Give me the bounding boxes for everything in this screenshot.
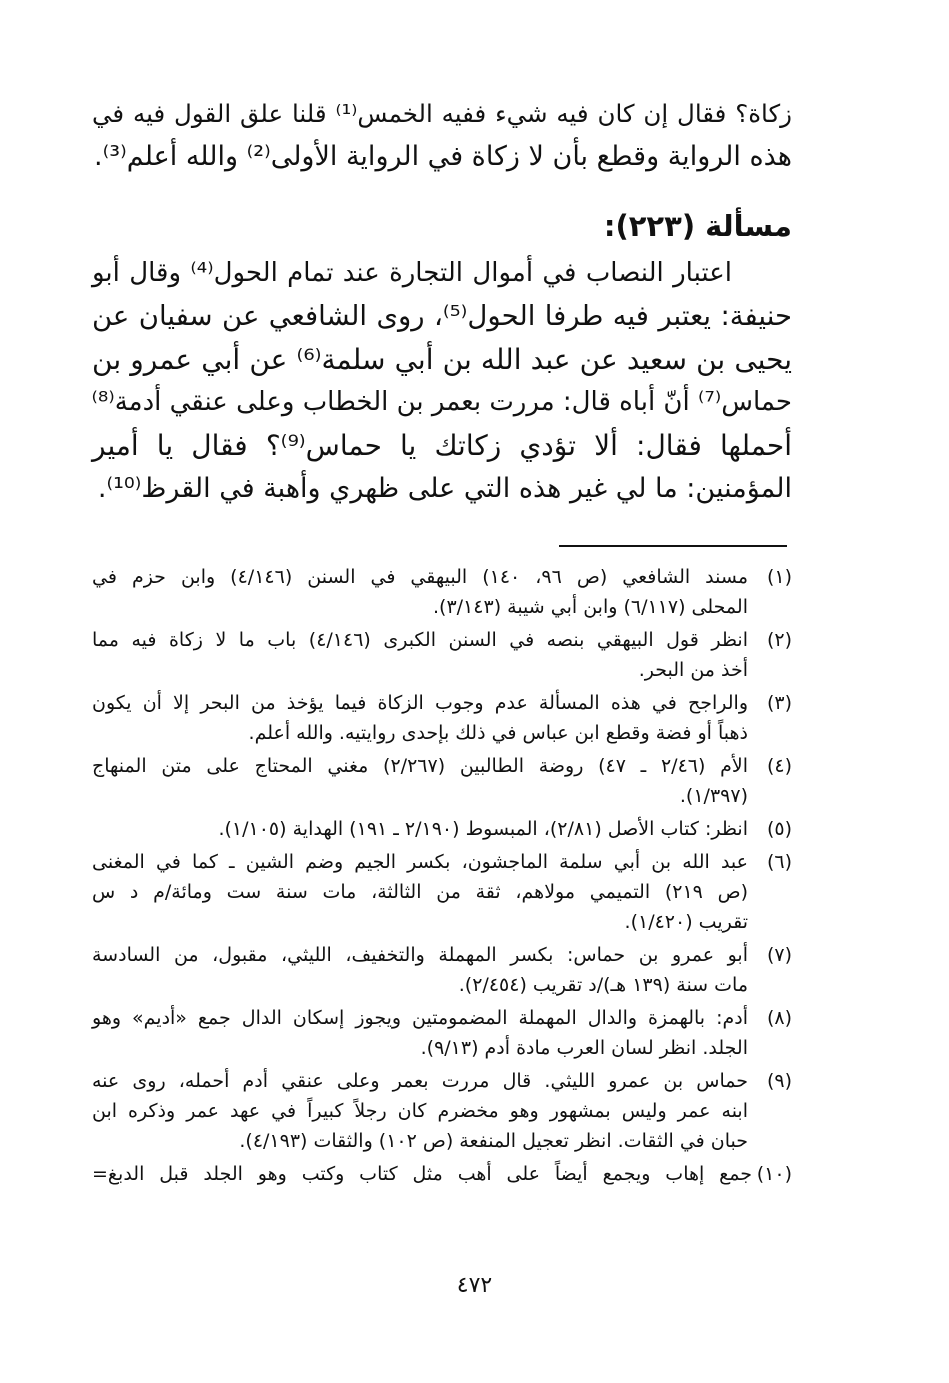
footnote-number: (٤) [766, 755, 792, 777]
footnote-number: (٧) [766, 944, 792, 966]
main-line: حماس⁽⁷⁾ أنّ أباه قال: مررت بعمر بن الخطاب وعلى عنقي أدمة⁽⁸⁾ [91, 387, 792, 417]
footnote-line: حماس بن عمرو الليثي. قال مررت بعمر وعلى عنقي أدم أحمله، روى عنه [92, 1070, 748, 1092]
footnote-2 [92, 625, 792, 685]
footnote-number: (٩) [766, 1070, 792, 1092]
footnote-3 [92, 688, 792, 748]
main-line: أحملها فقال: ألا تؤدي زكاتك يا حماس⁽⁹⁾؟ فقال يا أمير [92, 429, 792, 462]
footnote-line: مات سنة (١٣٩ هـ)/د تقريب (٢/٤٥٤). [458, 974, 748, 996]
footnote-line: المحلى (٦/١١٧) وابن أبي شيبة (٣/١٤٣). [433, 596, 748, 618]
footnote-number: (٦) [766, 851, 792, 873]
footnote-number: (٣) [766, 692, 792, 714]
footnote-line: انظر: كتاب الأصل (٢/٨١)، المبسوط (٢/١٩٠ ـ ١٩١) الهداية (١/١٠٥). [218, 818, 748, 840]
footnote-line: مسند الشافعي (ص ٩٦، ١٤٠) البيهقي في السنن (٤/١٤٦) وابن حزم في [92, 566, 748, 588]
footnote-line: الجلد. انظر لسان العرب مادة أدم (٩/١٣). [420, 1037, 748, 1059]
footnote-line: ابنه عمر وليس بمشهور وهو مخضرم كان رجلاً كبيراً في عهد عمر وذكره ابن [92, 1100, 748, 1122]
main-line: اعتبار النصاب في أموال التجارة عند تمام الحول⁽⁴⁾ وقال أبو [92, 258, 732, 288]
footnote-number: (٥) [766, 818, 792, 840]
footnote-4 [92, 751, 792, 811]
main-line: حنيفة: يعتبر فيه طرفا الحول⁽⁵⁾، روى الشافعي عن سفيان عن [92, 300, 792, 332]
footnote-line: جمع إهاب ويجمع أيضاً على أهب مثل كتاب وكتب وهو الجلد قبل الدبغ= [92, 1163, 752, 1185]
footnote-line: أبو عمرو بن حماس: بكسر المهملة والتخفيف، الليثي، مقبول، من السادسة [92, 944, 748, 966]
footnote-line: (١/٣٩٧). [679, 785, 748, 807]
footnote-line: (ص ٢١٩) التميمي مولاهم، ثقة من الثالثة، مات سنة ست ومائة/م د س [92, 881, 748, 903]
footnotes [92, 562, 792, 1192]
footnote-line: تقريب (١/٤٢٠). [624, 911, 748, 933]
footnote-6 [92, 847, 792, 937]
issue-heading: مسألة (٢٢٣): [603, 209, 792, 243]
main-line: هذه الرواية وقطع بأن لا زكاة في الرواية الأولى⁽²⁾ والله أعلم⁽³⁾. [94, 141, 792, 172]
footnote-10 [92, 1159, 792, 1189]
main-line: يحيى بن سعيد عن عبد الله بن أبي سلمة⁽⁶⁾ عن أبي عمرو بن [92, 343, 792, 376]
footnote-number: (١٠) [756, 1163, 792, 1185]
main-line: المؤمنين: ما لي غير هذه التي على ظهري وأهبة في القرظ⁽¹⁰⁾. [97, 473, 792, 504]
page-number: ٤٧٢ [456, 1273, 493, 1298]
footnote-line: ذهباً أو فضة وقطع ابن عباس في ذلك بإحدى روايتيه. والله أعلم. [248, 722, 748, 744]
footnote-line: أدم: بالهمزة والدال المهملة المضمومتين ويجوز إسكان الدال جمع «أديم» وهو [92, 1007, 748, 1029]
footnote-line: انظر قول البيهقي بنصه في السنن الكبرى (٤/١٤٦) باب ما لا زكاة فيه مما [92, 629, 748, 651]
footnote-8 [92, 1003, 792, 1063]
footnote-line: الأم (٢/٤٦ ـ ٤٧) روضة الطالبين (٢/٢٦٧) مغني المحتاج على متن المنهاج [92, 755, 749, 777]
footnote-number: (١) [766, 566, 792, 588]
footnote-1 [92, 562, 792, 622]
footnote-line: أخذ من البحر. [638, 659, 748, 681]
main-line: زكاة؟ فقال إن كان فيه شيء ففيه الخمس⁽¹⁾ قلنا علق القول فيه في [92, 99, 793, 128]
footnote-line: والراجح في هذه المسألة عدم وجوب الزكاة فيما يؤخذ من البحر إلا أن يكون [92, 692, 748, 714]
main-text [92, 92, 792, 510]
footnote-separator [559, 545, 787, 547]
footnote-line: حبان في الثقات. انظر تعجيل المنفعة (ص ١٠٢) والثقات (٤/١٩٣). [239, 1130, 748, 1152]
footnote-7 [92, 940, 792, 1000]
footnote-line: عبد الله بن أبي سلمة الماجشون، بكسر الجيم وضم الشين ـ كما في المغنى [92, 851, 748, 873]
footnote-number: (٨) [766, 1007, 792, 1029]
footnote-number: (٢) [766, 629, 792, 651]
footnote-9 [92, 1066, 792, 1156]
footnote-5 [92, 814, 792, 844]
